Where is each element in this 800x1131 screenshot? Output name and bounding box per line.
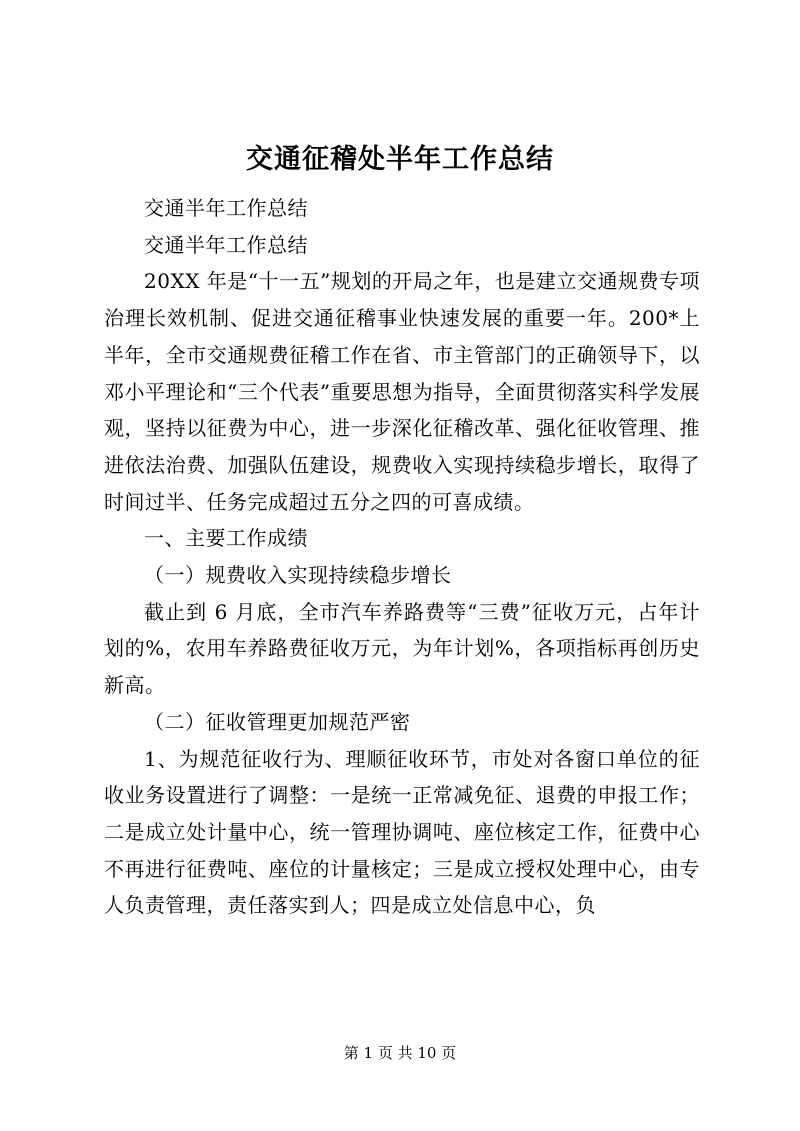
document-title: 交通征稽处半年工作总结 bbox=[246, 144, 554, 175]
page-footer: 第 1 页 共 10 页 bbox=[343, 1044, 457, 1062]
subsection-heading-revenue: （一）规费收入实现持续稳步增长 bbox=[144, 563, 452, 588]
paragraph-management: 1、为规范征收行为、理顺征收环节，市处对各窗口单位的征收业务设置进行了调整：一是统一正常减免征、退费的申报工作；二是成立处计量中心，统一管理协调吨、座位核定工作，征费中心不再进行征费吨、座位的计量核定；三是成立授权处理中心，由专人负责管理，责任落实到人；四是成立处信息中心，负 bbox=[104, 746, 700, 918]
paragraph-intro: 20XX 年是“十一五”规划的开局之年，也是建立交通规费专项治理长效机制、促进交通征稽事业快速发展的重要一年。200*上半年，全市交通规费征稽工作在省、市主管部门的正确领导下，以邓小平理论和“三个代表”重要思想为指导，全面贯彻落实科学发展观，坚持以征费为中心，进一步深化征稽改革、强化征收管理、推进依法治费、加强队伍建设，规费收入实现持续稳步增长，取得了时间过半、任务完成超过五分之四的可喜成绩。 bbox=[104, 269, 700, 514]
section-heading-achievements: 一、主要工作成绩 bbox=[144, 526, 308, 551]
subsection-heading-management: （二）征收管理更加规范严密 bbox=[144, 709, 411, 734]
document-body bbox=[104, 190, 700, 924]
paragraph-subtitle-2: 交通半年工作总结 bbox=[144, 232, 308, 257]
paragraph-revenue: 截止到 6 月底，全市汽车养路费等“三费”征收万元，占年计划的%，农用车养路费征收万元，为年计划%，各项指标再创历史新高。 bbox=[104, 599, 700, 698]
paragraph-subtitle-1: 交通半年工作总结 bbox=[144, 196, 308, 220]
